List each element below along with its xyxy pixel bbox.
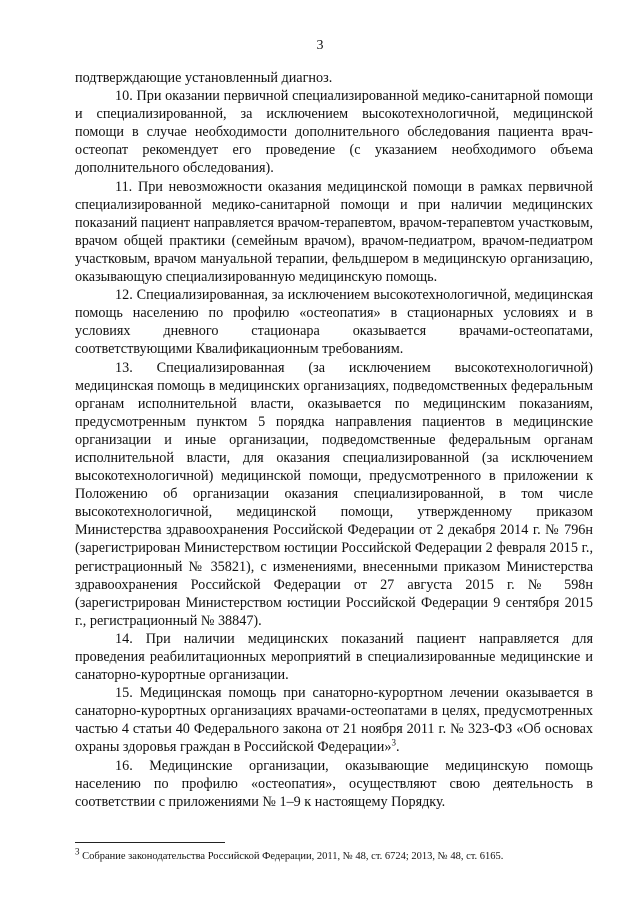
paragraph-9-continuation: подтверждающие установленный диагноз. xyxy=(75,70,333,86)
footnote-marker: 3 xyxy=(75,846,80,857)
footnote-text: Собрание законодательства Российской Федерации, 2011, № 48, ст. 6724; 2013, № 48, ст. 6165. xyxy=(82,851,504,862)
footnote-divider xyxy=(75,842,225,843)
footnote xyxy=(75,846,595,863)
paragraph-13: 13. Специализированная (за исключением высокотехнологичной) медицинская помощь в медицинских организациях, подведомственных федеральным органам исполнительной власти, оказывается по медицинским показаниям, предусмотренным пунктом 5 порядка направления пациентов в медицинские организации и иные организации, подведомственные федеральным органам исполнительной власти, для оказания специализированной (за исключением высокотехнологичной) медицинской помощи, предусмотренного в приложении к Положению об организации оказания специализированной, в том числе высокотехнологичной, медицинской помощи, утвержденному приказом Министерства здравоохранения Российской Федерации от 2 декабря 2014 г. № 796н (зарегистрирован Министерством юстиции Российской Федерации 2 февраля 2015 г., регистрационный № 35821), с изменениями, внесенными приказом Министерства здравоохранения Российской Федерации от 27 августа 2015 г. № 598н (зарегистрирован Министерством юстиции Российской Федерации 9 сентября 2015 г., регистрационный № 38847). xyxy=(75,359,593,629)
paragraph-10: 10. При оказании первичной специализированной медико-санитарной помощи и специализированной, за исключением высокотехнологичной, медицинской помощи в случае необходимости дополнительного обследования пациента врач-остеопат рекомендует его проведение (с указанием необходимого объема дополнительного обследования). xyxy=(75,88,593,177)
paragraph-15-text: 15. Медицинская помощь при санаторно-курортном лечении оказывается в санаторно-курортных организациях врачами-остеопатами в целях, предусмотренных частью 4 статьи 40 Федерального закона от 21 ноября 2011 г. № 323-ФЗ «Об основах охраны здоровья граждан в Российской Федерации» xyxy=(75,685,593,756)
page-number: 3 xyxy=(316,38,324,53)
paragraph-14: 14. При наличии медицинских показаний пациент направляется для проведения реабилитационных мероприятий в специализированные медицинские и санаторно-курортные организации. xyxy=(75,630,593,684)
document-body xyxy=(75,69,593,811)
paragraph-15: 15. Медицинская помощь при санаторно-курортном лечении оказывается в санаторно-курортных организациях врачами-остеопатами в целях, предусмотренных частью 4 статьи 40 Федерального закона от 21 ноября 2011 г. № 323-ФЗ «Об основах охраны здоровья граждан в Российской Федерации»$^3$. xyxy=(75,685,593,756)
paragraph-12: 12. Специализированная, за исключением высокотехнологичной, медицинская помощь населению по профилю «остеопатия» в стационарных условиях и в условиях дневного стационара оказывается врачами-остеопатами, соответствующими Квалификационным требованиям. xyxy=(75,287,593,358)
footnote-reference: 3 xyxy=(391,737,396,748)
paragraph-11: 11. При невозможности оказания медицинской помощи в рамках первичной специализированной медико-санитарной помощи и при наличии медицинских показаний пациент направляется врачом-терапевтом, врачом-терапевтом участковым, врачом общей практики (семейным врачом), врачом-педиатром, врачом-педиатром участковым, врачом мануальной терапии, фельдшером в медицинскую организацию, оказывающую специализированную медицинскую помощь. xyxy=(75,178,593,286)
paragraph-16: 16. Медицинские организации, оказывающие медицинскую помощь населению по профилю «остеопатия», осуществляют свою деятельность в соответствии с приложениями № 1–9 к настоящему Порядку. xyxy=(75,757,593,810)
